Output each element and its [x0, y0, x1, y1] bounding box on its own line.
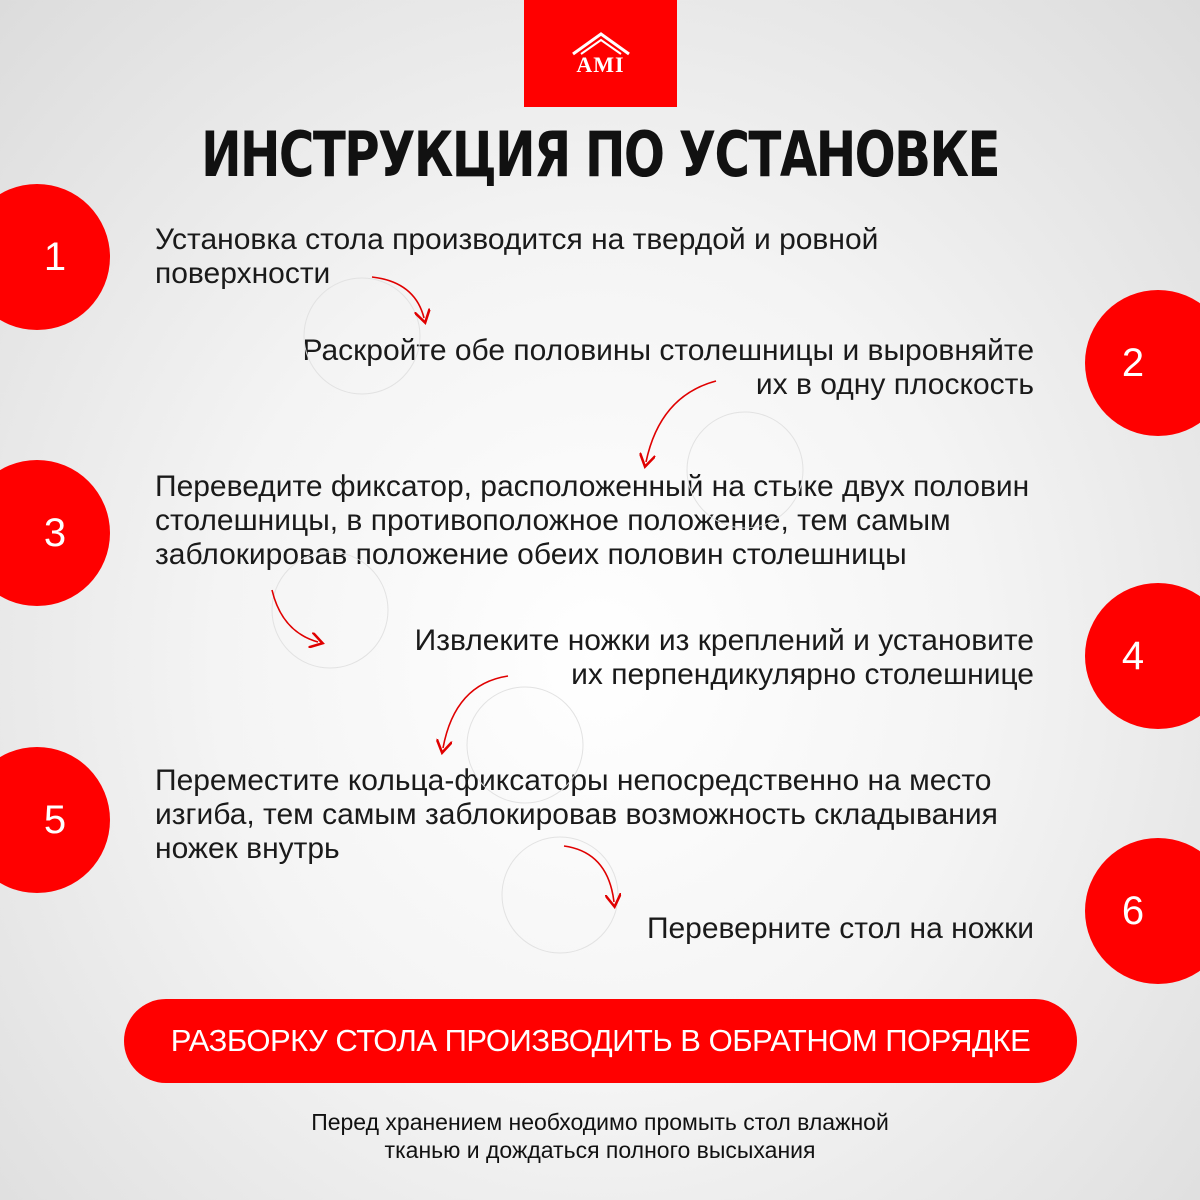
- logo-text: AMI: [576, 51, 625, 77]
- arrow-2-to-3: [646, 381, 716, 462]
- step-3-badge: 3: [0, 460, 110, 606]
- arrow-3-to-4: [272, 590, 318, 642]
- arrow-4-to-5: [443, 676, 508, 748]
- step-1-text: Установка стола производится на твердой и ровной поверхности: [155, 223, 879, 290]
- decor-circle: [272, 552, 388, 668]
- step-2-text: Раскройте обе половины столешницы и выровняйте их в одну плоскость: [302, 334, 1034, 401]
- decor-circle: [687, 412, 803, 528]
- step-5-text: Переместите кольца-фиксаторы непосредственно на место изгиба, тем самым заблокировав возможность складывания ножек внутрь: [155, 764, 998, 865]
- step-6-badge: 6: [1085, 838, 1200, 984]
- step-6-text: Переверните стол на ножки: [646, 912, 1034, 945]
- arrow-1-to-2: [372, 277, 424, 318]
- page-title: ИНСТРУКЦИЯ ПО УСТАНОВКЕ: [201, 118, 999, 191]
- step-4-text: Извлеките ножки из креплений и установите их перпендикулярно столешнице: [414, 624, 1034, 691]
- arrow-5-to-6: [564, 846, 614, 902]
- step-5-badge: 5: [0, 747, 110, 893]
- storage-note: Перед хранением необходимо промыть стол влажной тканью и дождаться полного высыхания: [311, 1109, 889, 1163]
- step-3-text: Переведите фиксатор, расположенный на стыке двух половин столешницы, в противоположное положение, тем самым заблокировав положение обеих половин столешницы: [155, 470, 1030, 571]
- step-1-badge: 1: [0, 184, 110, 330]
- decor-circle: [304, 278, 420, 394]
- decor-circle: [502, 837, 618, 953]
- disassembly-banner: РАЗБОРКУ СТОЛА ПРОИЗВОДИТЬ В ОБРАТНОМ ПОРЯДКЕ: [124, 999, 1077, 1083]
- step-2-badge: 2: [1085, 290, 1200, 436]
- step-4-badge: 4: [1085, 583, 1200, 729]
- decor-circle: [467, 687, 583, 803]
